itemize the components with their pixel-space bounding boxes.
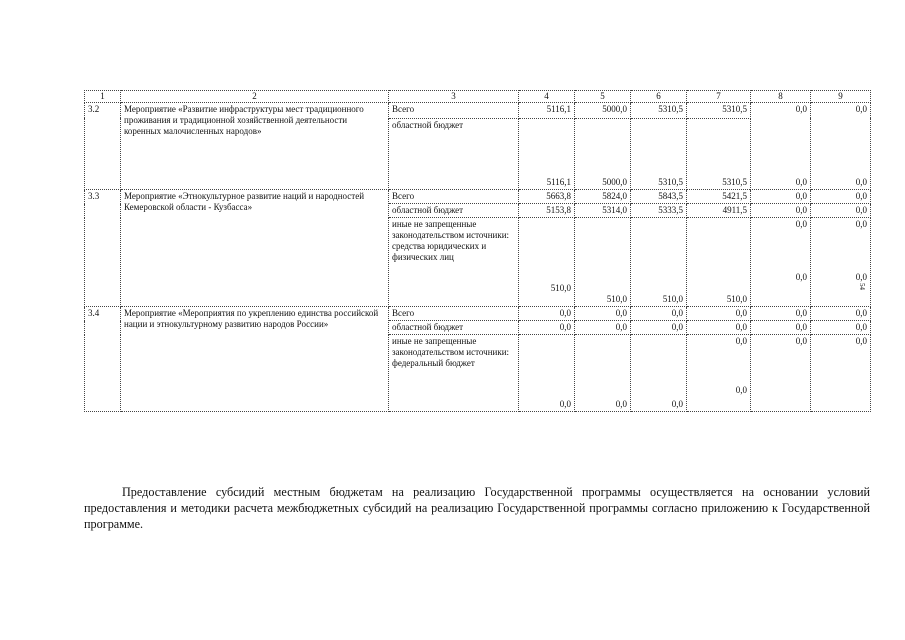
value-cell: 0,0 (811, 335, 871, 412)
header-row (85, 91, 871, 103)
header-cell: 7 (687, 91, 751, 103)
value-cell: 0,0 (751, 321, 811, 335)
value-cell: 0,0 (751, 190, 811, 204)
value-cell: 5310,5 (631, 118, 687, 189)
value-cell: 0,0 (519, 307, 575, 321)
value-cell: 5116,1 (519, 118, 575, 189)
row-number: 3.2 (85, 103, 121, 190)
row-number: 3.4 (85, 307, 121, 412)
value-cell: 0,0 (575, 335, 631, 412)
header-cell: 5 (575, 91, 631, 103)
measure-name: Мероприятие «Развитие инфраструктуры мест традиционного проживания и традиционной хозяйственной деятельности коренных малочисленных народов» (121, 103, 389, 190)
source-label: Всего (389, 307, 519, 321)
value-cell: 0,0 (811, 204, 871, 218)
value-cell: 0,0 (631, 307, 687, 321)
value-cell: 0,0 (519, 321, 575, 335)
value-cell: 5333,5 (631, 204, 687, 218)
source-label: Всего (389, 190, 519, 204)
header-cell: 1 (85, 91, 121, 103)
value-cell: 0,0 (811, 321, 871, 335)
value-cell: 510,0 (631, 218, 687, 307)
value-cell: 5843,5 (631, 190, 687, 204)
page-number: 54 (858, 283, 866, 290)
budget-table (84, 90, 871, 412)
value-cell: 0,0 (631, 321, 687, 335)
value-cell: 510,0 (575, 218, 631, 307)
value-cell: 0,0 0,0 (811, 218, 871, 307)
value-cell: 0,0 (687, 307, 751, 321)
value-cell: 5824,0 (575, 190, 631, 204)
value-cell: 0,0 (631, 335, 687, 412)
value-cell: 0,0 0,0 (687, 335, 751, 412)
source-label: иные не запрещенные законодательством источники: средства юридических и физических лиц (389, 218, 519, 307)
table-row (85, 190, 871, 204)
value-cell: 5153,8 (519, 204, 575, 218)
value-cell: 5663,8 (519, 190, 575, 204)
header-cell: 9 (811, 91, 871, 103)
value-cell: 0,0 (751, 204, 811, 218)
value-cell: 4911,5 (687, 204, 751, 218)
value-cell: 5000,0 (575, 103, 631, 119)
source-label: областной бюджет (389, 204, 519, 218)
value-cell: 0,0 (811, 307, 871, 321)
value-cell: 510,0 (687, 218, 751, 307)
source-label: областной бюджет (389, 321, 519, 335)
table-row (85, 307, 871, 321)
value-cell: 0,0 (519, 335, 575, 412)
header-cell: 8 (751, 91, 811, 103)
value-cell: 0,0 (575, 321, 631, 335)
value-cell: 0,0 (687, 321, 751, 335)
value-cell: 0,0 (751, 307, 811, 321)
header-cell: 3 (389, 91, 519, 103)
value-cell: 5314,0 (575, 204, 631, 218)
value-cell: 0,0 0,0 (751, 103, 811, 190)
source-label: Всего (389, 103, 519, 119)
value-cell: 0,0 (751, 335, 811, 412)
measure-name: Мероприятие «Этнокультурное развитие наций и народностей Кемеровской области - Кузбасса» (121, 190, 389, 307)
header-cell: 6 (631, 91, 687, 103)
value-cell: 510,0 (519, 218, 575, 307)
row-number: 3.3 (85, 190, 121, 307)
value-cell: 0,0 0,0 (751, 218, 811, 307)
value-cell: 0,0 0,0 (811, 103, 871, 190)
value-cell: 5000,0 (575, 118, 631, 189)
value-cell: 0,0 (811, 190, 871, 204)
value-cell: 5310,5 (631, 103, 687, 119)
value-cell: 0,0 (575, 307, 631, 321)
source-label: областной бюджет (389, 118, 519, 189)
header-cell: 4 (519, 91, 575, 103)
value-cell: 5116,1 (519, 103, 575, 119)
header-cell: 2 (121, 91, 389, 103)
value-cell: 5421,5 (687, 190, 751, 204)
table-row (85, 103, 871, 119)
source-label: иные не запрещенные законодательством источники: федеральный бюджет (389, 335, 519, 412)
body-paragraph: Предоставление субсидий местным бюджетам на реализацию Государственной программы осуществляется на основании условий предоставления и методики расчета межбюджетных субсидий на реализацию Государственной программы согласно приложению к Государственной программе. (84, 485, 870, 532)
value-cell: 5310,5 (687, 118, 751, 189)
value-cell: 5310,5 (687, 103, 751, 119)
measure-name: Мероприятие «Мероприятия по укреплению единства российской нации и этнокультурному развитию народов России» (121, 307, 389, 412)
